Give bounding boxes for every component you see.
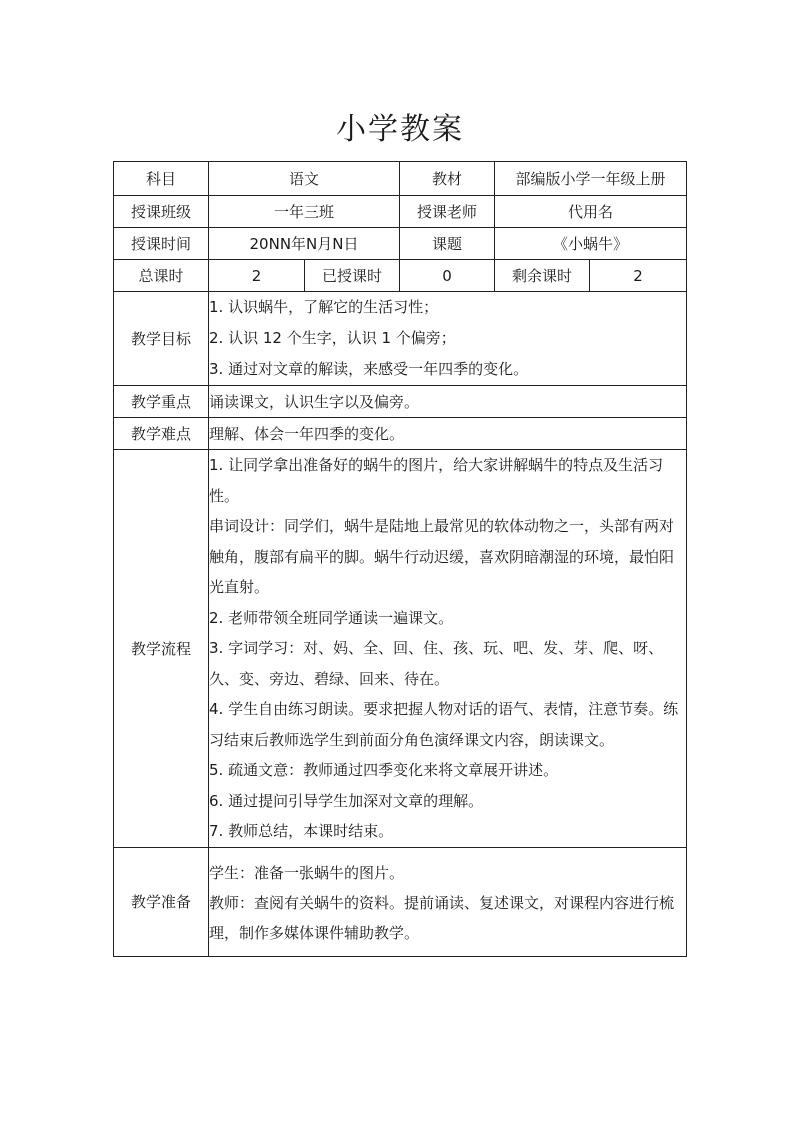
remaining-hours-value: 2: [590, 260, 687, 292]
row-preparation: [114, 847, 687, 956]
goal-item: 1. 认识蜗牛，了解它的生活习性；: [209, 298, 439, 316]
key-points-text: 诵读课文，认识生字以及偏旁。: [209, 386, 687, 418]
process-item: 4. 学生自由练习朗读。要求把握人物对话的语气、表情，注意节奏。练习结束后教师选学生到前面分角色演绎课文内容，朗读课文。: [209, 700, 679, 749]
total-hours-label: 总课时: [114, 260, 209, 292]
preparation-item: 学生：准备一张蜗牛的图片。: [209, 863, 405, 882]
teacher-label: 授课老师: [400, 196, 495, 228]
preparation-content: [209, 847, 687, 956]
time-label: 授课时间: [114, 228, 209, 260]
subject-value: 语文: [209, 162, 400, 196]
difficulties-text: 理解、体会一年四季的变化。: [209, 418, 687, 450]
teacher-value: 代用名: [495, 196, 687, 228]
row-goals: [114, 292, 687, 386]
class-value: 一年三班: [209, 196, 400, 228]
subject-label: 科目: [114, 162, 209, 196]
preparation-label: 教学准备: [114, 847, 209, 956]
difficulties-label: 教学难点: [114, 418, 209, 450]
process-item: 3. 字词学习：对、妈、全、回、住、孩、玩、吧、发、芽、爬、呀、久、变、旁边、碧绿、回来、待在。: [209, 639, 664, 688]
time-value: 20NN年N月N日: [209, 228, 400, 260]
goals-label: 教学目标: [114, 292, 209, 386]
row-hours: [114, 260, 687, 292]
process-item: 2. 老师带领全班同学通读一遍课文。: [209, 608, 454, 627]
process-item: 5. 疏通文意：教师通过四季变化来将文章展开讲述。: [209, 761, 559, 779]
page-title: 小学教案: [336, 112, 464, 147]
row-process: [114, 450, 687, 848]
class-label: 授课班级: [114, 196, 209, 228]
lesson-plan-table: [113, 161, 687, 957]
process-item: 6. 通过提问引导学生加深对文章的理解。: [209, 791, 484, 810]
topic-label: 课题: [400, 228, 495, 260]
remaining-hours-label: 剩余课时: [495, 260, 590, 292]
row-difficulties: [114, 418, 687, 450]
goals-content: [209, 292, 687, 386]
key-points-label: 教学重点: [114, 386, 209, 418]
process-label: 教学流程: [114, 450, 209, 848]
row-key-points: [114, 386, 687, 418]
taught-hours-value: 0: [400, 260, 495, 292]
taught-hours-label: 已授课时: [305, 260, 400, 292]
process-item: 7. 教师总结，本课时结束。: [209, 822, 394, 840]
process-item: 串词设计：同学们，蜗牛是陆地上最常见的软体动物之一，头部有两对触角，腹部有扁平的脚。蜗牛行动迟缓，喜欢阴暗潮湿的环境，最怕阳光直射。: [209, 517, 675, 596]
total-hours-value: 2: [209, 260, 305, 292]
row-time: [114, 228, 687, 260]
goal-item: 3. 通过对文章的解读，来感受一年四季的变化。: [209, 360, 529, 378]
goal-item: 2. 认识 12 个生字，认识 1 个偏旁；: [209, 329, 456, 347]
row-class: [114, 196, 687, 228]
textbook-label: 教材: [400, 162, 495, 196]
preparation-item: 教师：查阅有关蜗牛的资料。提前诵读、复述课文，对课程内容进行梳理，制作多媒体课件辅助教学。: [209, 893, 675, 942]
row-subject: [114, 162, 687, 196]
topic-value: 《小蜗牛》: [495, 228, 687, 260]
process-item: 1. 让同学拿出准备好的蜗牛的图片，给大家讲解蜗牛的特点及生活习性。: [209, 456, 664, 505]
process-content: [209, 450, 687, 848]
textbook-value: 部编版小学一年级上册: [495, 162, 687, 196]
